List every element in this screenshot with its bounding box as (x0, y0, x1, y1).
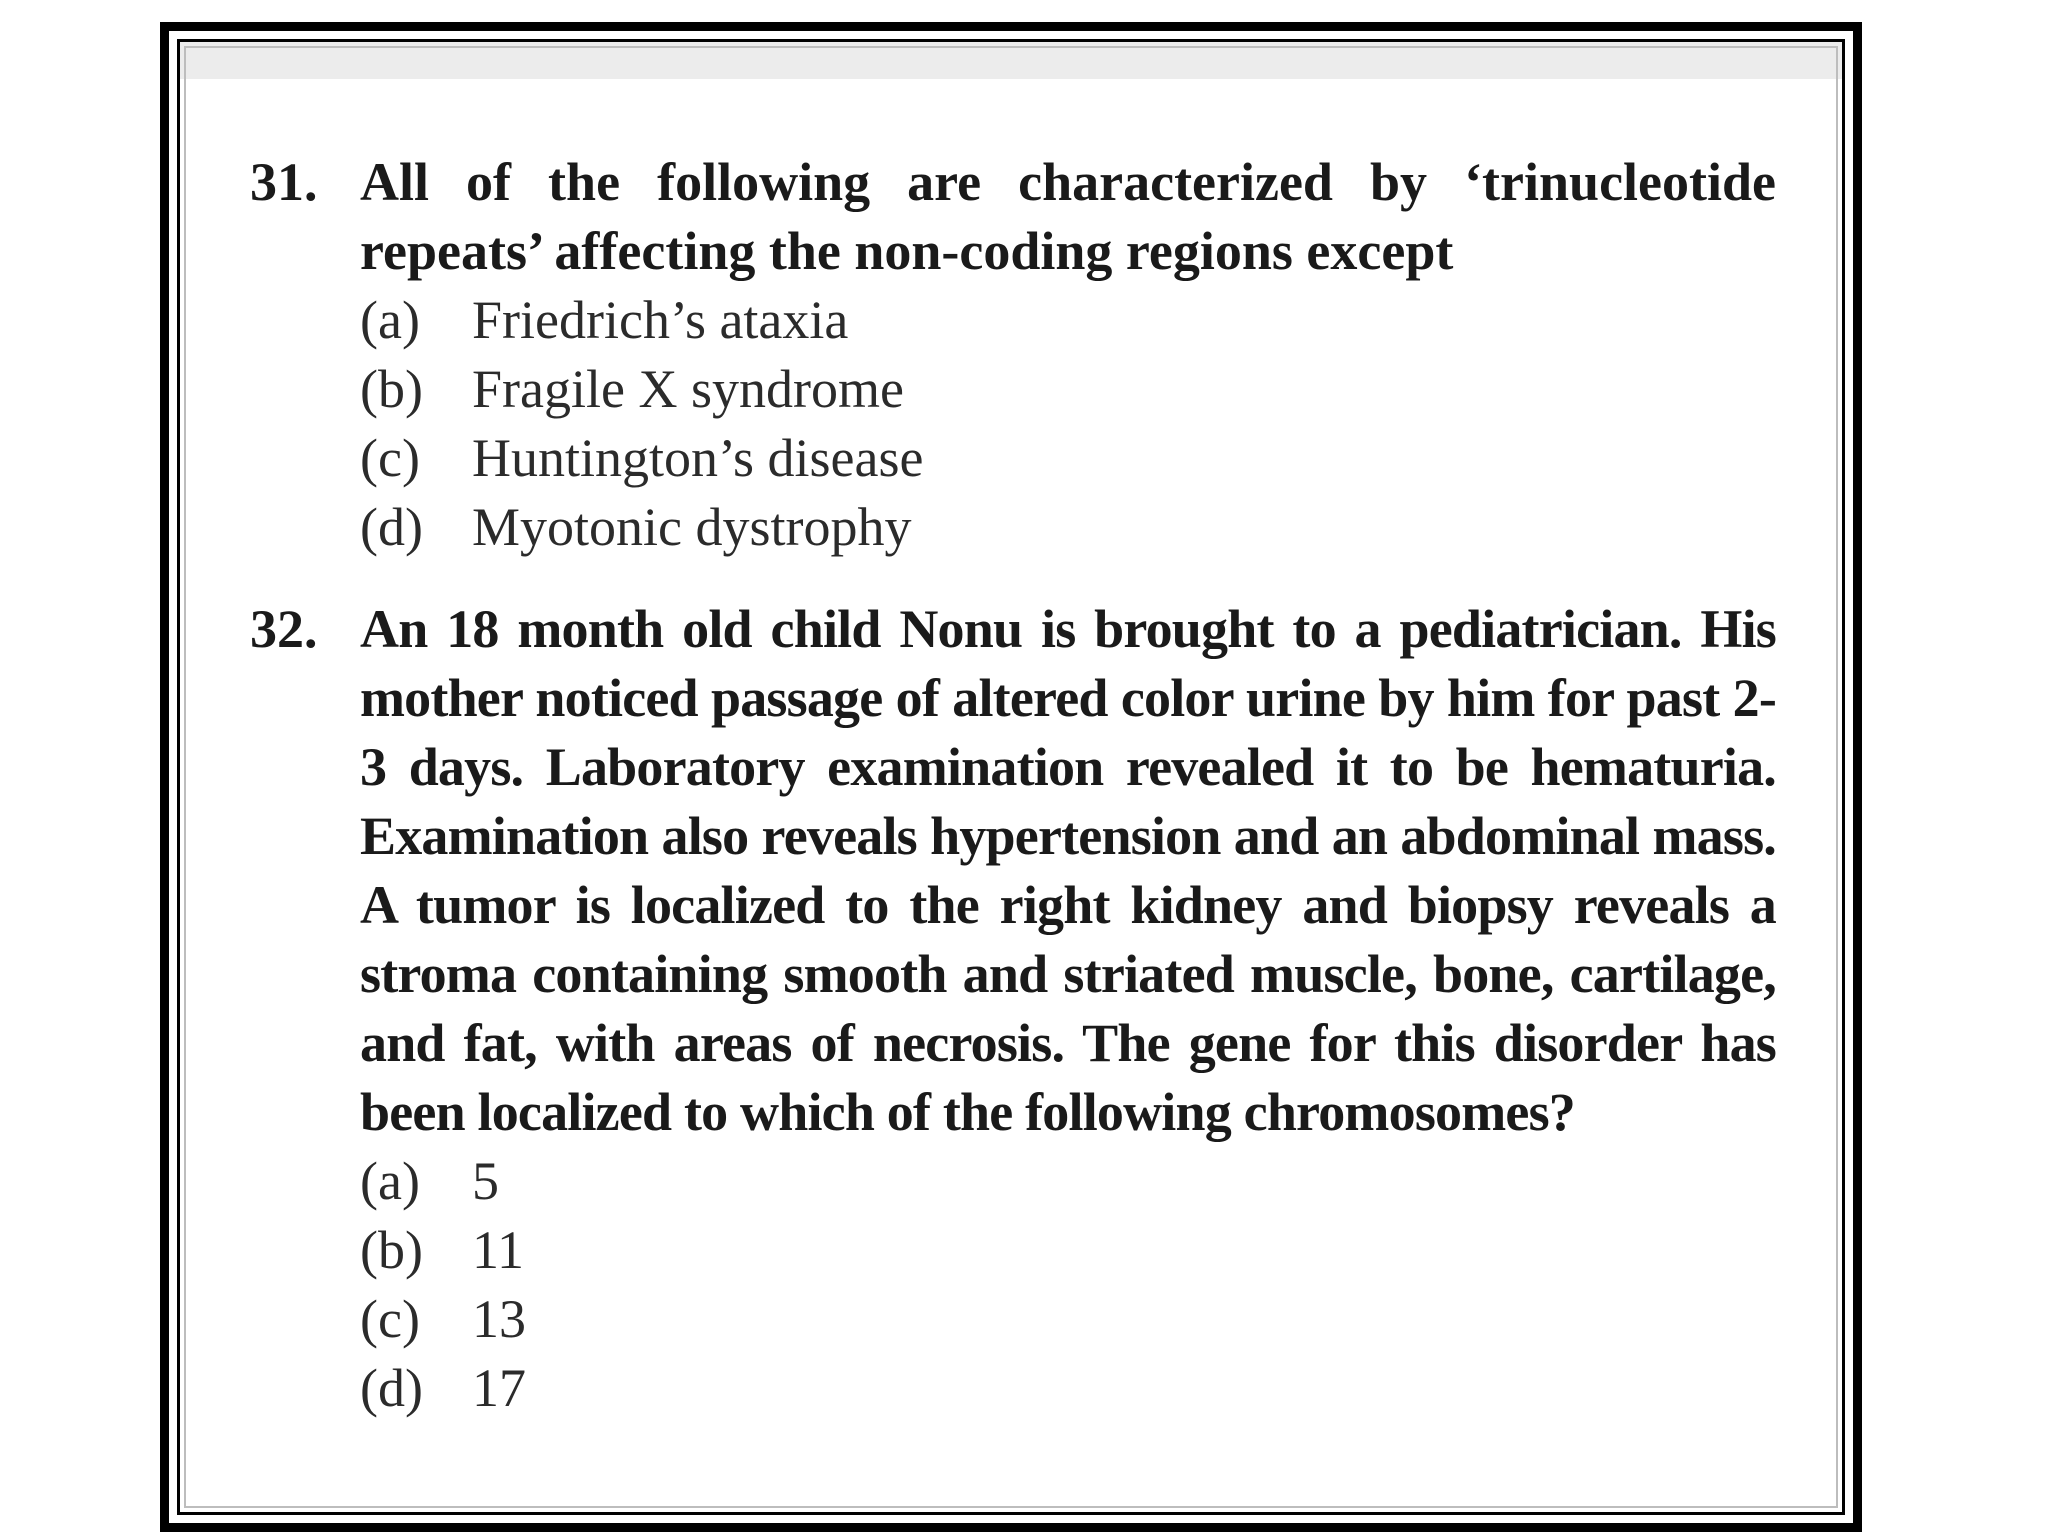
option-text: Fragile X syndrome (472, 359, 904, 419)
option-d (360, 493, 1776, 562)
question-number: 32. (250, 599, 318, 659)
option-letter: (a) (360, 1151, 420, 1211)
option-c (360, 1285, 1776, 1354)
option-d (360, 1354, 1776, 1423)
option-b (360, 1216, 1776, 1285)
option-text: Huntington’s disease (472, 428, 924, 488)
option-list (360, 286, 1776, 562)
question-frame (160, 22, 1862, 1532)
header-shade-bar (180, 42, 1842, 79)
option-letter: (c) (360, 1289, 420, 1349)
question-number: 31. (250, 152, 318, 212)
option-a (360, 286, 1776, 355)
question-31 (250, 148, 1776, 562)
option-text: Friedrich’s ataxia (472, 290, 849, 350)
option-list (360, 1147, 1776, 1423)
option-text: 5 (472, 1151, 499, 1211)
option-b (360, 355, 1776, 424)
question-stem: An 18 month old child Nonu is brought to a pediatrician. His mother noticed passage of altered color urine by him for past 2-3 days. Laboratory examination revealed it to be hematuria. Examination also reveals hypertension and an abdominal mass. A tumor is localized to the right kidney and biopsy reveals a stroma containing smooth and striated muscle, bone, cartilage, and fat, with areas of necrosis. The gene for this disorder has been localized to which of the following chromosomes? (360, 599, 1776, 1142)
option-letter: (c) (360, 428, 420, 488)
option-text: 17 (472, 1358, 526, 1418)
option-c (360, 424, 1776, 493)
option-letter: (b) (360, 359, 423, 419)
question-stem: All of the following are characterized by ‘trinucleotide repeats’ affecting the non-coding regions except (360, 152, 1776, 281)
option-letter: (d) (360, 1358, 423, 1418)
option-text: Myotonic dystrophy (472, 497, 912, 557)
option-letter: (d) (360, 497, 423, 557)
option-text: 11 (472, 1220, 524, 1280)
question-32 (250, 595, 1776, 1423)
question-body (360, 595, 1776, 1423)
option-letter: (b) (360, 1220, 423, 1280)
option-text: 13 (472, 1289, 526, 1349)
question-body (360, 148, 1776, 562)
option-letter: (a) (360, 290, 420, 350)
option-a (360, 1147, 1776, 1216)
question-frame-inner (177, 39, 1845, 1515)
